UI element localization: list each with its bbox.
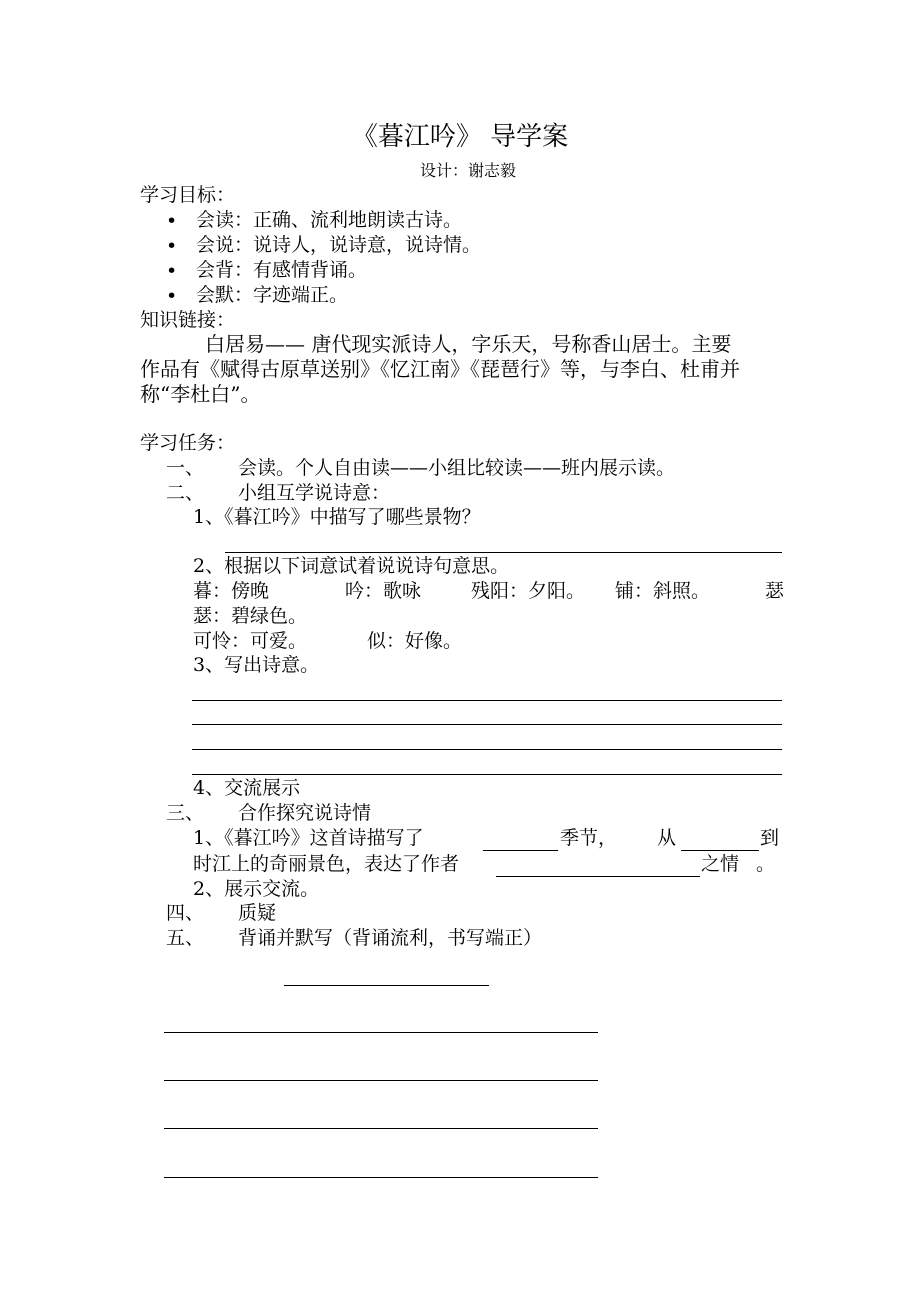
task-text: 会读。个人自由读——小组比较读——班内展示读。: [238, 457, 676, 479]
objectives-heading: 学习目标：: [140, 184, 236, 206]
knowledge-heading: 知识链接：: [140, 309, 236, 331]
season-blank[interactable]: [483, 850, 558, 851]
question-text: 。: [756, 853, 776, 875]
vocab-item: 吟：歌咏: [345, 580, 422, 602]
question-text: 3、写出诗意。: [193, 654, 320, 676]
task-number: 三、: [166, 802, 205, 824]
task-number: 四、: [166, 902, 205, 924]
answer-line[interactable]: [192, 700, 782, 701]
task-number: 二、: [166, 482, 205, 504]
answer-line[interactable]: [192, 724, 782, 725]
answer-line[interactable]: [192, 749, 782, 750]
vocab-item: 可怜：可爱。: [193, 630, 308, 652]
bullet-icon: •: [166, 260, 178, 282]
vocab-item: 铺：斜照。: [615, 580, 711, 602]
question-text: 2、展示交流。: [193, 878, 320, 900]
knowledge-line: 作品有《赋得古原草送别》《忆江南》《琵琶行》等，与李白、杜甫并: [140, 357, 740, 381]
answer-line[interactable]: [192, 774, 782, 775]
bullet-icon: •: [166, 235, 178, 257]
question-text: 时江上的奇丽景色，表达了作者: [193, 853, 460, 875]
question-text: 1、《暮江吟》这首诗描写了: [193, 827, 424, 849]
designer-credit: 设计：谢志毅: [420, 161, 517, 180]
objective-item: 会默：字迹端正。: [196, 284, 349, 306]
task-text: 背诵并默写（背诵流利，书写端正）: [238, 927, 543, 949]
task-number: 五、: [166, 927, 205, 949]
objective-item: 会读：正确、流利地朗读古诗。: [196, 209, 463, 231]
page-title: 《暮江吟》 导学案: [351, 122, 569, 152]
task-text: 质疑: [238, 902, 277, 924]
answer-line[interactable]: [225, 552, 782, 553]
question-text: 1、《暮江吟》中描写了哪些景物？: [193, 506, 481, 528]
bullet-icon: •: [166, 210, 178, 232]
vocab-item: 残阳：夕阳。: [471, 580, 586, 602]
task-text: 小组互学说诗意：: [238, 482, 391, 504]
vocab-item: 瑟: [765, 580, 785, 602]
vocab-item: 瑟：碧绿色。: [193, 605, 308, 627]
tasks-heading: 学习任务：: [140, 432, 236, 454]
objective-item: 会说：说诗人，说诗意，说诗情。: [196, 234, 482, 256]
vocab-item: 暮：傍晚: [193, 580, 270, 602]
task-text: 合作探究说诗情: [238, 802, 372, 824]
poem-writing-line[interactable]: [164, 1080, 598, 1081]
task-number: 一、: [166, 457, 205, 479]
question-text: 之情: [701, 853, 740, 875]
question-text: 季节，: [560, 827, 618, 849]
poem-writing-line[interactable]: [164, 1177, 598, 1178]
vocab-item: 似：好像。: [367, 630, 463, 652]
objective-item: 会背：有感情背诵。: [196, 259, 368, 281]
poem-writing-line[interactable]: [164, 1128, 598, 1129]
question-text: 从: [657, 827, 677, 849]
knowledge-line: 称“李杜白”。: [140, 382, 261, 406]
time-from-blank[interactable]: [681, 850, 759, 851]
question-text: 4、交流展示: [193, 777, 301, 799]
bullet-icon: •: [166, 285, 178, 307]
knowledge-line: 白居易—— 唐代现实派诗人，字乐天，号称香山居士。主要: [205, 332, 732, 356]
question-text: 到: [760, 827, 780, 849]
poem-writing-line[interactable]: [164, 1032, 598, 1033]
question-text: 2、根据以下词意试着说说诗句意思。: [193, 555, 510, 577]
feeling-blank[interactable]: [496, 876, 700, 877]
poem-title-line[interactable]: [284, 985, 489, 986]
